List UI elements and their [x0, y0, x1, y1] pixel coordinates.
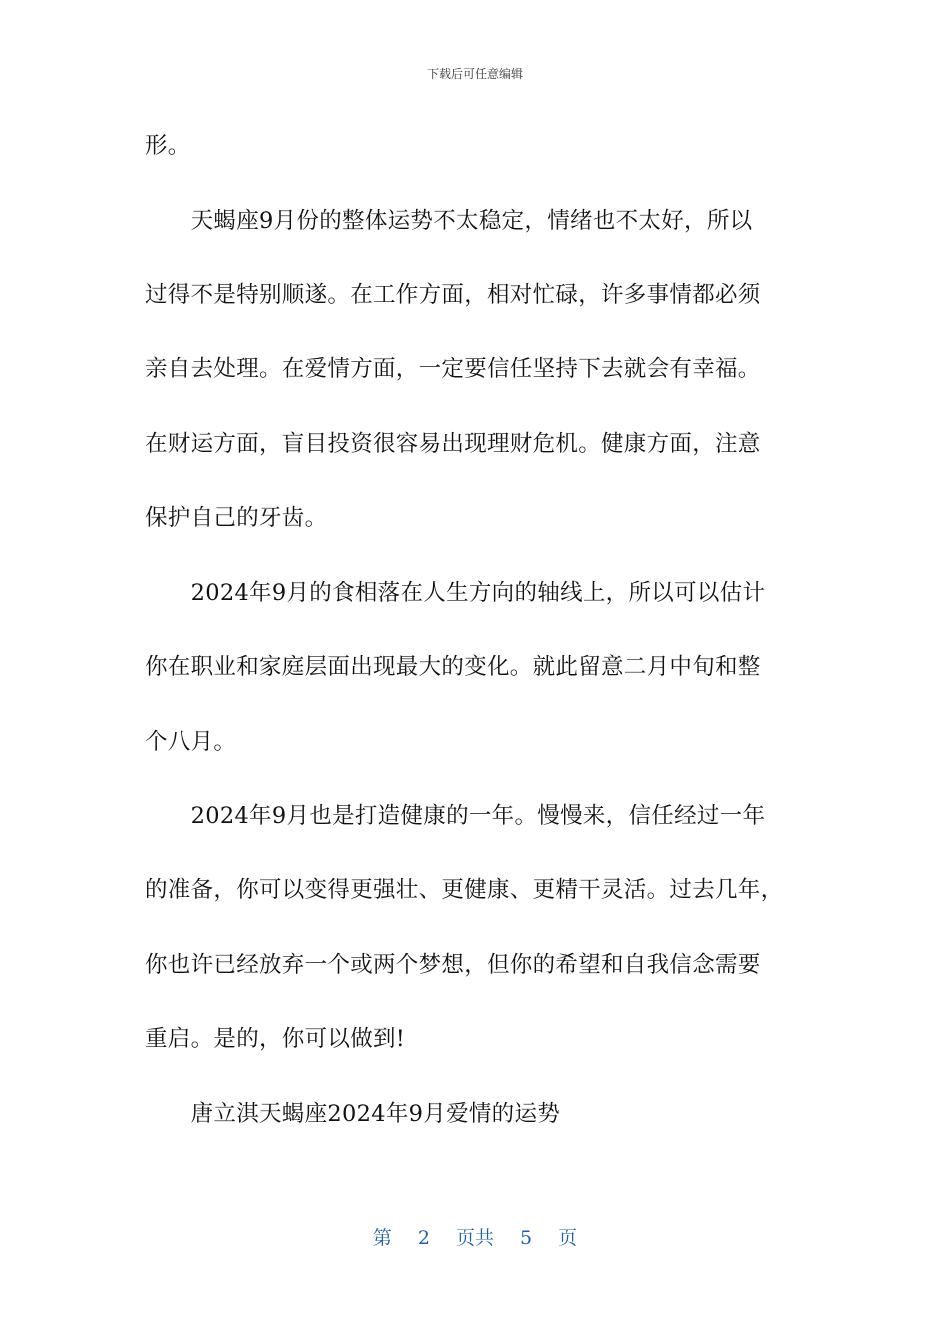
page-header: 下载后可任意编辑	[426, 67, 523, 81]
body-line: 在财运方面，盲目投资很容易出现理财危机。健康方面，注意	[145, 431, 761, 457]
body-line: 的准备，你可以变得更强壮、更健康、更精干灵活。过去几年，	[145, 877, 784, 903]
page-footer	[0, 1225, 950, 1251]
footer-total-pages: 5	[520, 1227, 533, 1249]
body-line: 你在职业和家庭层面出现最大的变化。就此留意二月中旬和整	[145, 654, 761, 680]
body-line: 个八月。	[145, 729, 237, 755]
footer-page-label: 第	[372, 1227, 392, 1249]
body-line: 你也许已经放弃一个或两个梦想，但你的希望和自我信念需要	[145, 952, 761, 978]
body-line: 过得不是特别顺遂。在工作方面，相对忙碌，许多事情都必须	[145, 282, 761, 308]
body-line: 唐立淇天蝎座2024年9月爱情的运势	[145, 1101, 561, 1127]
body-line: 2024年9月的食相落在人生方向的轴线上，所以可以估计	[145, 580, 766, 606]
footer-current-page: 2	[417, 1227, 430, 1249]
body-line: 形。	[145, 133, 191, 159]
body-line: 保护自己的牙齿。	[145, 505, 328, 531]
body-line: 重启。是的，你可以做到!	[145, 1026, 406, 1052]
body-line: 2024年9月也是打造健康的一年。慢慢来，信任经过一年	[145, 803, 766, 829]
footer-of-label: 页共	[455, 1227, 494, 1249]
body-line: 天蝎座9月份的整体运势不太稳定，情绪也不太好，所以	[145, 208, 753, 234]
body-line: 亲自去处理。在爱情方面，一定要信任坚持下去就会有幸福。	[145, 356, 761, 382]
footer-end-label: 页	[558, 1227, 578, 1249]
